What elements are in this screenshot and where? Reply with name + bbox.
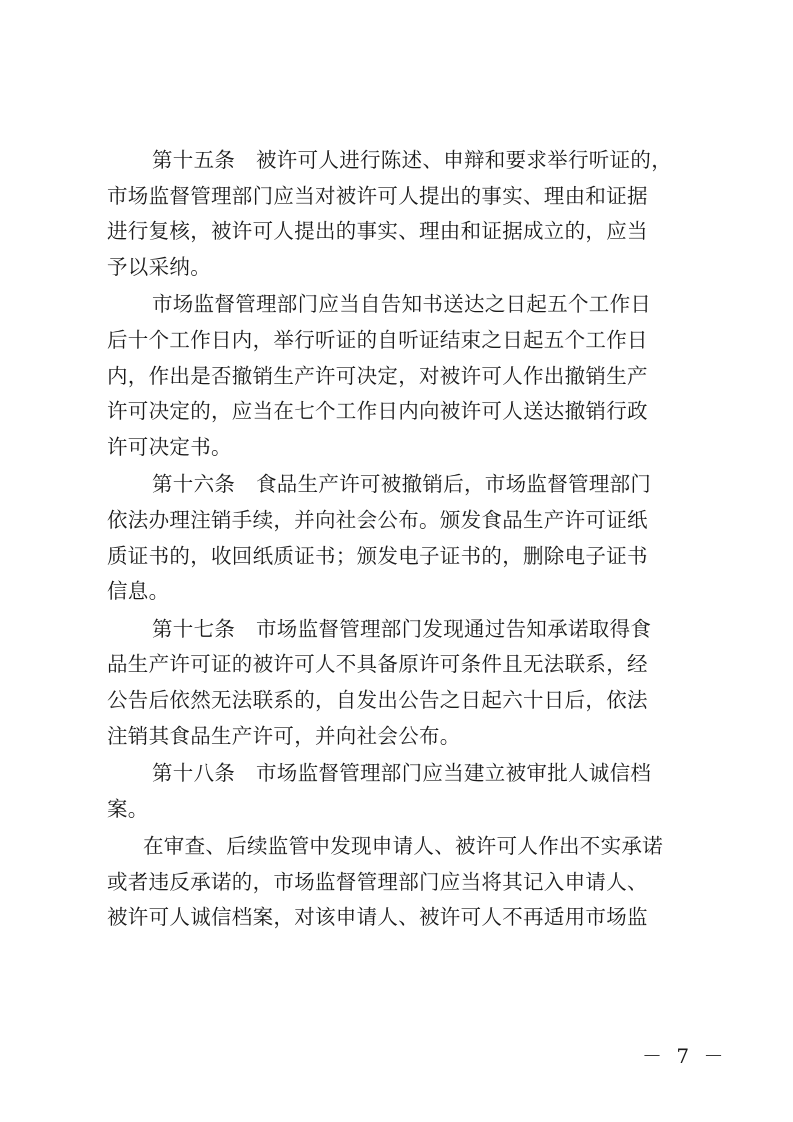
text-line: 第十五条 被许可人进行陈述、申辩和要求举行听证的，: [152, 148, 672, 172]
article-16-paragraph: [107, 467, 697, 609]
article-18-paragraph: [107, 756, 697, 827]
text-line: 进行复核，被许可人提出的事实、理由和证据成立的，应当: [107, 219, 648, 244]
text-line: 许可决定书。: [107, 434, 232, 459]
text-line: 质证书的，收回纸质证书；颁发电子证书的，删除电子证书: [107, 543, 648, 568]
text-line: 注销其食品生产许可，并向社会公布。: [107, 723, 461, 748]
article-15-paragraph-2: [107, 287, 697, 465]
article-17-paragraph: [107, 612, 697, 754]
text-line: 信息。: [107, 579, 170, 604]
article-18-paragraph-2: [107, 829, 697, 936]
text-line: 市场监督管理部门应当对被许可人提出的事实、理由和证据: [107, 183, 648, 208]
document-body: [107, 143, 697, 938]
text-line: 第十八条 市场监督管理部门应当建立被审批人诚信档: [152, 761, 652, 786]
text-line: 或者违反承诺的，市场监督管理部门应当将其记入申请人、: [107, 869, 648, 894]
text-line: 市场监督管理部门应当自告知书送达之日起五个工作日: [152, 292, 652, 317]
article-15-paragraph: [107, 143, 697, 285]
text-line: 第十七条 市场监督管理部门发现通过告知承诺取得食: [152, 616, 652, 641]
text-line: 依法办理注销手续，并向社会公布。颁发食品生产许可证纸: [107, 507, 648, 532]
text-line: 案。: [107, 796, 149, 821]
text-line: 第十六条 食品生产许可被撤销后，市场监督管理部门: [152, 472, 652, 497]
text-line: 公告后依然无法联系的，自发出公告之日起六十日后，依法: [107, 687, 648, 712]
text-line: 予以采纳。: [107, 254, 211, 279]
text-line: 被许可人诚信档案，对该申请人、被许可人不再适用市场监: [107, 905, 648, 930]
text-line: 许可决定的，应当在七个工作日内向被许可人送达撤销行政: [107, 399, 648, 424]
text-line: 内，作出是否撤销生产许可决定，对被许可人作出撤销生产: [107, 363, 648, 388]
text-line: 品生产许可证的被许可人不具备原许可条件且无法联系，经: [107, 652, 648, 677]
text-line: 后十个工作日内，举行听证的自听证结束之日起五个工作日: [107, 327, 648, 352]
page-number: － 7 －: [642, 1044, 728, 1068]
text-line: 在审查、后续监管中发现申请人、被许可人作出不实承诺: [143, 834, 663, 859]
